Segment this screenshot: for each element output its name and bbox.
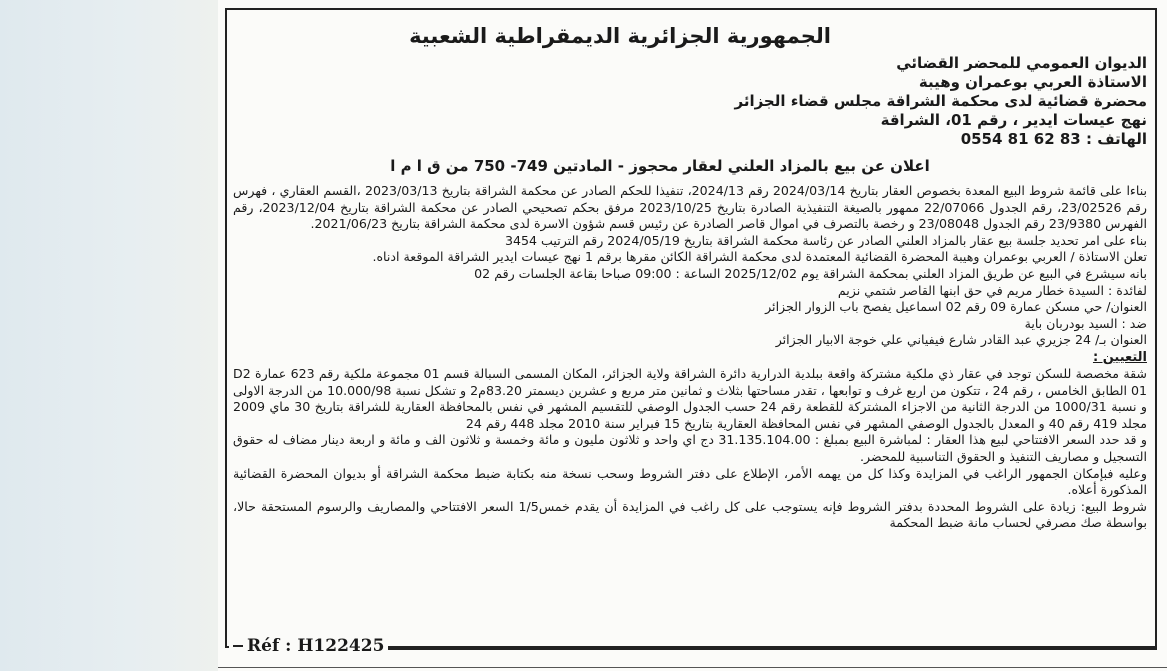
office-name: الديوان العمومي للمحضر القضائي [896, 54, 1147, 72]
paragraph-session-order: بناء على امر تحديد جلسة بيع عقار بالمزاد العلني الصادر عن رئاسة محكمة الشراقة بتاريخ 2024/05/19 رقم الترتيب 3454 [504, 232, 1147, 248]
bailiff-name: الاستاذة العربي بوعمران وهيبة [918, 73, 1147, 91]
paragraph-public-consultation: وعليه فبإمكان الجمهور الراغب في المزايدة وكذا كل من يهمه الأمر، الإطلاع على دفتر الشروط وسحب نسخة منه بكتابة ضبط محكمة الشراقة أو بديوان المحضرة القضائية المذكورة أعلاه. [233, 465, 1147, 498]
reference-dash [233, 645, 243, 647]
phone-label: الهاتف : [1085, 130, 1147, 148]
paragraph-opening-price: و قد حدد السعر الافتتاحي لبيع هذا العقار : لمباشرة البيع بمبلغ : 31.135.104.00 دج اي واحد و ثلاثون مليون و مائة وخمسة و ثلاثون الف و مائة و اربعة دينار مضاف له حقوق التسجيل و مصاريف التنفيذ و الحقوق التناسبية للمحضر. [233, 432, 1147, 464]
legal-notice-content [233, 24, 1147, 638]
paragraph-announcer: تعلن الاستاذة / العربي بوعمران وهيبة المحضرة القضائية المعتمدة لدى محكمة الشراقة الكائن مقرها برقم 1 نهج عيسات ايدير الشراقة الموقعة ادناه. [372, 249, 1147, 265]
reference-box [229, 636, 388, 656]
paragraph-beneficiary-address: العنوان/ حي مسكن عمارة 09 رقم 02 اسماعيل يفصح باب الزوار الجزائر [765, 299, 1147, 315]
paragraph-sale-date: بانه سيشرع في البيع عن طريق المزاد العلني بمحكمة الشراقة يوم 2025/12/02 الساعة : 09:00 صباحا بقاعة الجلسات رقم 02 [474, 265, 1147, 281]
paragraph-defendant: ضد : السيد بودربان باية [1024, 315, 1147, 331]
page-bottom-rule [218, 667, 1167, 668]
reference-rule [372, 648, 1157, 650]
document-title: الجمهورية الجزائرية الديمقراطية الشعبية [409, 24, 831, 48]
reference-number: Réf : H122425 [247, 636, 385, 656]
bailiff-jurisdiction: محضرة قضائية لدى محكمة الشراقة مجلس قضاء الجزائر [734, 92, 1147, 110]
paragraph-basis: بناءا على قائمة شروط البيع المعدة بخصوص العقار بتاريخ 2024/03/14 رقم 2024/13، تنفيذا للحكم الصادر عن محكمة الشراقة بتاريخ 2023/03/13 ،القسم العقاري ، فهرس رقم 23/02526، رقم الجدول 22/07066 ممهور بالصيغة التنفيذية الصادرة بتاريخ 2023/10/25 مرفق بحكم تصحيحي الصادر عن محكمة الشراقة بتاريخ 2023/12/04، رقم الفهرس 23/9380 رقم الجدول 23/08048 و رخصة بالتصرف في اموال قاصر الصادرة عن رئيس قسم شؤون الاسرة لدى محكمة الشراقة بتاريخ 2021/06/23. [233, 183, 1148, 232]
legal-notice-frame [225, 8, 1157, 648]
paragraph-beneficiary: لفائدة : السيدة خطار مريم في حق ابنها القاصر شتمي نزيم [837, 282, 1147, 298]
paragraph-defendant-address: العنوان بـ/ 24 جزيري عبد القادر شارع فيفياني علي خوجة الابيار الجزائر [775, 332, 1147, 348]
paragraph-sale-conditions: شروط البيع: زيادة على الشروط المحددة بدفتر الشروط فإنه يستوجب على كل راغب في المزايدة أن يقدم خمس1/5 السعر الافتتاحي والمصاريف والرسوم المستحقة حالا، بواسطة صك مصرفي لحساب مانة ضبط المحكمة [233, 498, 1147, 531]
phone-number: 0554 81 62 83 [960, 130, 1081, 148]
page-background-left [0, 0, 218, 671]
notice-title: اعلان عن بيع بالمزاد العلني لعقار محجوز - المادتين 749- 750 من ق ا م ا [390, 157, 930, 175]
office-address: نهج عيسات ايدير ، رقم 01، الشراقة [880, 111, 1147, 129]
paragraph-property-description: شقة مخصصة للسكن توجد في عقار ذي ملكية مشتركة واقعة ببلدية الدرارية دائرة الشراقة ولاية الجزائر، المكان المسمى السبالة قسم 01 مجموعة ملكية رقم 623 عمارة D2 01 الطابق الخامس ، رقم 24 ، تتكون من اربع غرف و توابعها ، تقدر مساحتها بثلاث و ثمانين متر مربع و عشرين ديسمتر 83.20م2 و تشكل نسبة 10.000/98 من الدرجة الاولى و نسبة 1000/31 من الدرجة الثانية من الاجزاء المشتركة للقطعة رقم 24 حسب الجدول الوصفي للتقسيم المشهر في نفس بالمحافظة العقارية للشراقة بتاريخ 30 ماي 2009 مجلد 419 رقم 40 و المعدل بالجدول الوصفي المشهر في نفس المحافظة العقارية بتاريخ 15 فبراير سنة 2010 مجلد 448 رقم 24 [233, 365, 1147, 431]
phone-line [233, 130, 1147, 149]
designation-label: التعيين : [1092, 349, 1147, 365]
